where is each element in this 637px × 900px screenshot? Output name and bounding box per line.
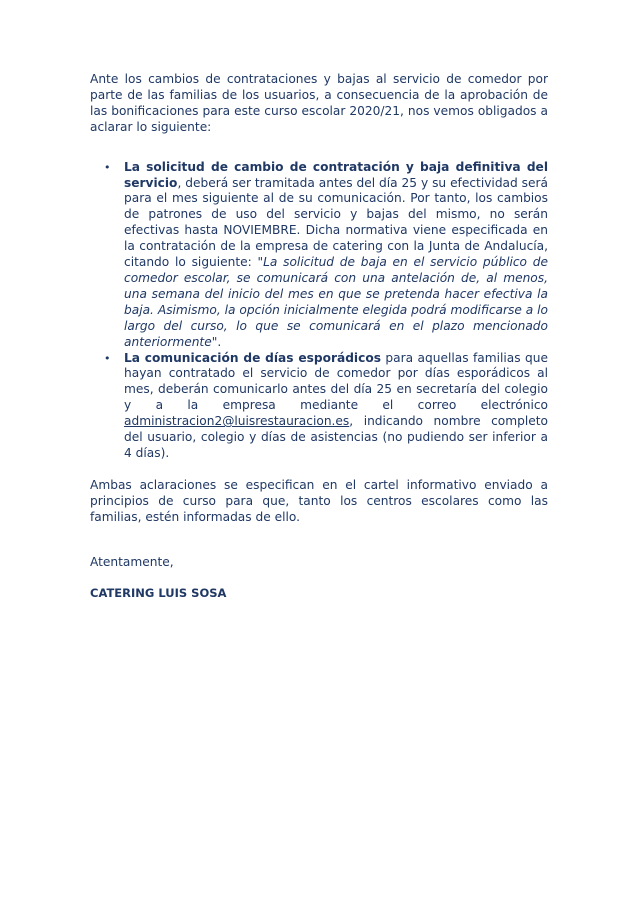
item-text: , deberá ser tramitada antes del día 25 y su efectividad será para el mes siguiente al de su comunicación. Por tanto, los cambios de patrones de uso del servicio y bajas del mismo, no serán efectivas hasta NOVIEMBRE. Dicha normativa viene especificada en la contratación de la empresa de catering con la Junta de Andalucía, citando lo siguiente: (124, 175, 548, 270)
item-heading: La solicitud de cambio de contratación y baja definitiva del servicio (124, 159, 548, 190)
list-item-contract-change (90, 160, 548, 351)
closing-paragraph: Ambas aclaraciones se especifican en el cartel informativo enviado a principios de curso para que, tanto los centros escolares como las familias, estén informadas de ello. (90, 477, 548, 524)
bullet-icon: • (104, 351, 111, 365)
regards-text: Atentamente, (90, 554, 174, 569)
list-item-sporadic-days (90, 351, 548, 462)
clarifications-list (90, 160, 548, 462)
item-end: . (217, 334, 222, 349)
item-text: para aquellas familias que hayan contratado el servicio de comedor por días esporádicos al mes, deberán comunicarlo antes del día 25 en secretaría del colegio y a la empresa mediante el correo electrónico (124, 350, 548, 413)
item-end: , indicando nombre completo del usuario, colegio y días de asistencias (no pudiendo ser inferior a 4 días). (124, 414, 548, 460)
bullet-icon: • (104, 160, 111, 174)
item-quote: "La solicitud de baja en el servicio público de comedor escolar, se comunicará con una antelación de, al menos, una semana del inicio del mes en que se pretenda hacer efectiva la baja. Asimismo, la opción inicialmente elegida podrá modificarse a lo largo del curso, lo que se comunicará en el plazo mencionado anteriormente" (124, 255, 548, 349)
item-heading: La comunicación de días esporádicos (124, 350, 381, 365)
signature: CATERING LUIS SOSA (90, 586, 227, 601)
intro-paragraph: Ante los cambios de contrataciones y bajas al servicio de comedor por parte de las familias de los usuarios, a consecuencia de la aprobación de las bonificaciones para este curso escolar 2020/21, nos vemos obligados a aclarar lo siguiente: (90, 72, 548, 134)
letter-body (90, 72, 548, 602)
email-link[interactable]: administracion2@luisrestauracion.es (124, 414, 350, 429)
